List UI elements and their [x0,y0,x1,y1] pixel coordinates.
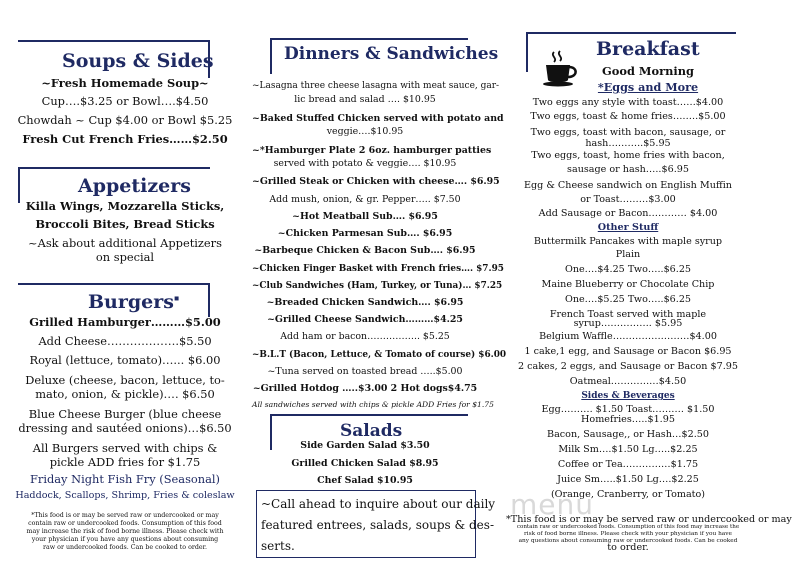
dinner-item: ~*Hamburger Plate 2 6oz. hamburger patties [252,145,492,156]
other-item: Buttermilk Pancakes with maple syrup [533,236,723,247]
breakfast-item: Two eggs any style with toast……$4.00 [532,97,724,108]
soups-line: Cup….$3.25 or Bowl….$4.50 [41,94,209,108]
other-item: 1 cake,1 egg, and Sausage or Bacon $6.95 [524,346,732,357]
other-item: One….$5.25 Two…..$6.25 [564,294,692,305]
dinner-item: ~Barbeque Chicken & Bacon Sub…. $6.95 [254,245,476,256]
dinner-item: ~Chicken Finger Basket with French fries…. $7.95 [252,264,504,274]
disclaimer-line: *This food is or may be served raw or undercooked or may [31,512,219,519]
salad-item: Grilled Chicken Salad $8.95 [291,458,439,469]
breakfast-item: Two eggs, toast with bacon, sausage, or [530,127,726,138]
salad-item: Chef Salad $10.95 [317,475,413,486]
sides-beverages-heading: Sides & Beverages [581,391,675,401]
other-item: One….$4.25 Two…..$6.25 [564,264,692,275]
beverage-item: Juice Sm…..$1.50 Lg….$2.25 [557,474,699,485]
appetizers-line: Killa Wings, Mozzarella Sticks, [25,199,225,213]
burger-line: mato, onion, & pickle)…. $6.50 [35,387,215,401]
beverage-item: Homefries…..$1.95 [581,414,675,425]
beverage-item: Milk Sm….$1.50 Lg…..$2.25 [558,444,698,455]
dinner-item: ~Club Sandwiches (Ham, Turkey, or Tuna)… $7.25 [252,281,503,291]
burger-line: Blue Cheese Burger (blue cheese [28,407,222,421]
burger-line-text: Royal (lettuce, tomato)…... $6.00 [29,353,221,367]
disclaimer-line: may increase the risk of food borne illness. Please check with [26,528,224,535]
dinner-item: Add ham or bacon…………….. $5.25 [280,331,450,342]
daily-specials-callout [256,490,496,558]
soups-line: ~Fresh Homemade Soup~ [41,76,209,90]
burger-line: pickle ADD fries for $1.75 [49,455,201,469]
burger-line: Grilled Hamburger………$5.00 [29,315,221,329]
dinner-item: ~Breaded Chicken Sandwich…. $6.95 [266,297,464,308]
disclaimer-line: any questions about consuming raw or undercooked foods. Can be cooked [518,538,738,544]
eggs-heading: *Eggs and More [597,80,699,94]
other-item: Maine Blueberry or Chocolate Chip [541,279,715,290]
burger-line: Add Cheese……………….$5.50 [38,334,212,348]
breakfast-item: Add Sausage or Bacon………… $4.00 [538,208,718,219]
dinner-item: lic bread and salad …. $10.95 [294,94,436,105]
callout-line: serts. [261,539,295,553]
other-item: Oatmeal……………$4.50 [569,376,687,387]
beverage-item: Coffee or Tea……………$1.75 [557,459,699,470]
burger-line: All Burgers served with chips & [32,441,218,455]
greeting: Good Morning [602,64,694,78]
callout-line: featured entrees, salads, soups & des- [261,518,494,532]
disclaimer-line: your physician if you have any questions about consuming [31,536,219,543]
fish-fry-line: Friday Night Fish Fry (Seasonal) [29,472,220,486]
other-item: Plain [615,249,641,260]
soups-sides-heading: Soups & Sides [62,50,214,72]
fish-fry-detail: Haddock, Scallops, Shrimp, Fries & coleslaw [15,490,235,501]
dinners-column [252,0,507,580]
dinner-item: veggie….$10.95 [326,126,404,137]
dinner-item: ~Hot Meatball Sub…. $6.95 [292,211,438,222]
dinner-item: ~Tuna served on toasted bread …..$5.00 [267,366,463,377]
burger-line: dressing and sautéed onions)…$6.50 [18,421,232,435]
dinner-item: ~Grilled Cheese Sandwich………$4.25 [267,314,463,325]
burgers-heading-text: Burgers [88,291,174,313]
breakfast-item: hash………..$5.95 [585,138,671,149]
dinner-item: Add mush, onion, & gr. Pepper….. $7.50 [269,194,461,205]
dinner-item: ~B.L.T (Bacon, Lettuce, & Tomato of course) $6.00 [252,350,507,360]
beverage-item: Egg………. $1.50 Toast………. $1.50 [541,404,715,415]
burger-line [0,353,250,367]
disclaimer-line: to order. [607,542,649,553]
breakfast-item: sausage or hash…..$6.95 [567,164,689,175]
appetizers-line: on special [95,250,155,264]
burgers-heading-mark: ▪ [173,292,180,303]
dinner-item: ~Baked Stuffed Chicken served with potato and [252,113,504,124]
disclaimer-line: contain raw or undercooked foods. Consumption of this food [28,520,222,527]
breakfast-item: Two eggs, toast & home fries……..$5.00 [530,111,726,122]
other-item: 2 cakes, 2 eggs, and Sausage or Bacon $7.95 [518,361,738,372]
other-item: syrup……………. $5.95 [573,318,683,329]
dinner-item: ~Grilled Steak or Chicken with cheese…. $6.95 [252,176,500,187]
breakfast-item: or Toast………$3.00 [580,194,676,205]
appetizers-line: Broccoli Bites, Bread Sticks [35,217,215,231]
other-item: Belgium Waffle……………………$4.00 [539,331,717,342]
salads-heading: Salads [340,421,403,441]
salad-item: Side Garden Salad $3.50 [300,440,430,451]
dinner-item: served with potato & veggie…. $10.95 [273,158,457,169]
dinner-item: ~Grilled Hotdog …..$3.00 2 Hot dogs$4.75 [252,383,478,394]
appetizers-heading: Appetizers [78,175,191,197]
callout-line: ~Call ahead to inquire about our daily [261,497,496,511]
disclaimer-line: risk of food borne illness. Please check with your physician if you have [524,531,732,537]
other-stuff-heading: Other Stuff [597,222,659,233]
soups-burgers-column [0,0,250,580]
dinner-item: ~Lasagna three cheese lasagna with meat sauce, gar- [252,81,500,91]
breakfast-heading: Breakfast [596,38,700,60]
dinner-item: ~Chicken Parmesan Sub…. $6.95 [277,228,453,239]
appetizers-line: ~Ask about additional Appetizers [28,236,222,250]
menupix-watermark: menu [510,488,594,521]
disclaimer-line: raw or undercooked foods. Can be cooked to order. [43,544,207,551]
dinners-heading: Dinners & Sandwiches [284,44,499,64]
disclaimer-line: *This food is or may be served raw or undercooked or may [506,514,792,525]
breakfast-item: Egg & Cheese sandwich on English Muffin [524,180,732,191]
sandwich-note: All sandwiches served with chips & pickle ADD Fries for $1.75 [252,400,494,409]
burger-line: Deluxe (cheese, bacon, lettuce, to- [25,373,225,387]
beverage-item: (Orange, Cranberry, or Tomato) [550,489,706,500]
other-item: French Toast served with maple [549,309,707,320]
breakfast-item: Two eggs, toast, home fries with bacon, [531,150,725,161]
beverage-item: Bacon, Sausage,, or Hash…$2.50 [547,429,709,440]
disclaimer-line: contain raw or undercooked foods. Consumption of this food may increase the [516,524,740,530]
soups-line: Fresh Cut French Fries……$2.50 [22,132,228,146]
soups-line: Chowdah ~ Cup $4.00 or Bowl $5.25 [17,113,233,127]
burgers-heading [88,291,179,313]
